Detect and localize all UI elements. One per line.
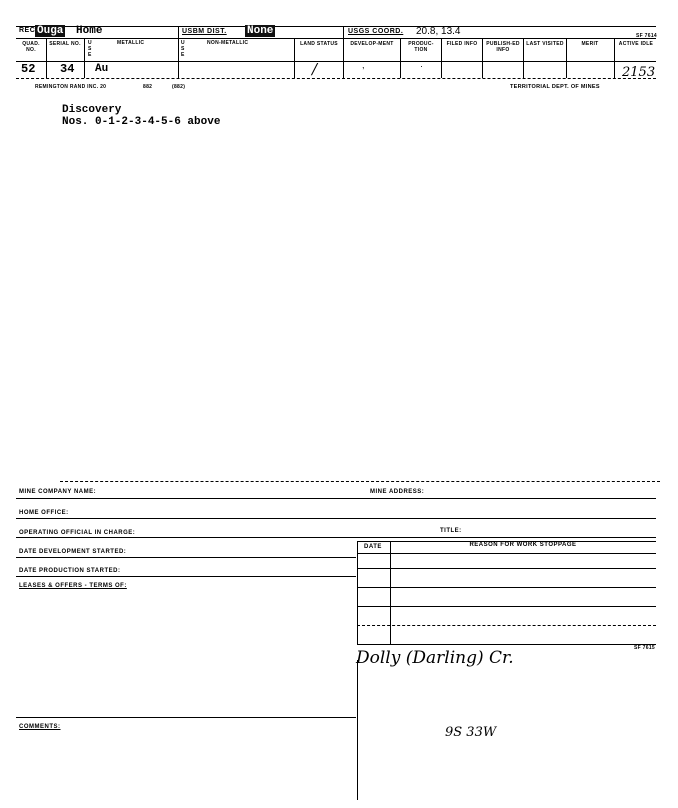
handwritten-mine-name: Dolly (Darling) Cr. <box>356 648 514 668</box>
col-published-info: PUBLISH-ED INFO <box>486 41 520 53</box>
date-production-label: DATE PRODUCTION STARTED: <box>19 568 121 574</box>
col-production: PRODUC-TION <box>408 41 434 53</box>
value-active-idle: 2153 <box>622 65 656 80</box>
operating-official-label: OPERATING OFFICIAL IN CHARGE: <box>19 530 136 536</box>
usgs-coord-label: USGS COORD. <box>348 28 404 35</box>
col-active-idle: ACTIVE IDLE <box>618 41 654 47</box>
value-production: · <box>420 61 423 71</box>
col-use-metallic-u: U S E <box>88 40 92 58</box>
col-last-visited: LAST VISITED <box>526 41 564 47</box>
usbm-dist-value: None <box>247 25 274 37</box>
col-serial: SERIAL NO. <box>49 41 81 47</box>
handwritten-location: 9S 33W <box>445 725 497 740</box>
rec-value: Ouga Home <box>37 25 103 37</box>
form-code: SF 7614 <box>636 33 658 39</box>
printer-mark: REMINGTON RAND INC. 20 <box>35 84 107 90</box>
date-development-label: DATE DEVELOPMENT STARTED: <box>19 549 127 555</box>
col-metallic: METALLIC <box>117 40 145 46</box>
value-development: , <box>362 60 365 70</box>
date-col-label: DATE <box>364 544 382 550</box>
comments-label: COMMENTS: <box>19 724 61 730</box>
title-label: TITLE: <box>440 528 462 534</box>
col-filed-info: FILED INFO <box>446 41 478 47</box>
home-office-label: HOME OFFICE: <box>19 510 69 516</box>
dept-label: TERRITORIAL DEPT. OF MINES <box>510 84 600 90</box>
value-metallic: Au <box>95 63 109 75</box>
usgs-coord-value: 20.8, 13.4 <box>416 26 461 37</box>
col-merit: MERIT <box>581 41 599 47</box>
printer-code2: (882) <box>172 84 186 90</box>
col-quad: QUAD. NO. <box>22 41 40 53</box>
form-code-2: SF 7615 <box>634 645 656 651</box>
reason-col-label: REASON FOR WORK STOPPAGE <box>469 542 577 548</box>
value-land-status: / <box>312 60 318 78</box>
note-line-1: Discovery <box>62 104 122 116</box>
mine-company-label: MINE COMPANY NAME: <box>19 489 97 495</box>
printer-code: 882 <box>143 84 153 90</box>
value-serial: 34 <box>60 62 75 76</box>
leases-label: LEASES & OFFERS - TERMS OF: <box>19 583 127 589</box>
rec-label: REC <box>19 27 36 34</box>
note-line-2: Nos. 0-1-2-3-4-5-6 above <box>62 116 221 128</box>
mine-address-label: MINE ADDRESS: <box>370 489 425 495</box>
col-nonmetallic: NON-METALLIC <box>207 40 249 46</box>
value-quad: 52 <box>21 62 36 76</box>
col-use-nonmetallic-u: U S E <box>181 40 185 58</box>
col-development: DEVELOP-MENT <box>350 41 394 47</box>
usbm-dist-label: USBM DIST. <box>182 28 227 35</box>
col-land-status: LAND STATUS <box>300 41 338 47</box>
